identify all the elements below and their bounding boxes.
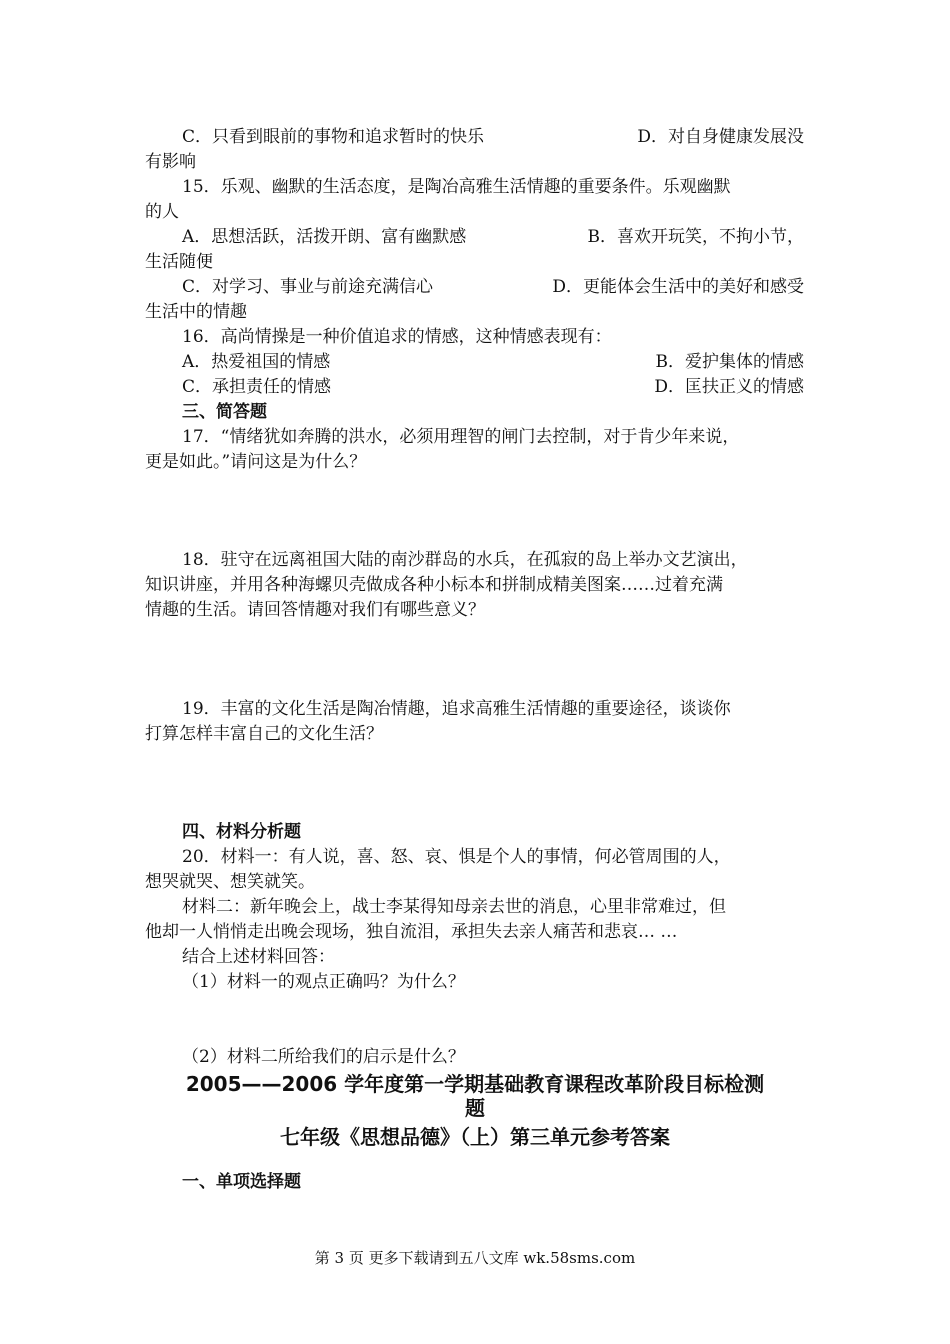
q20-line-5: 结合上述材料回答： xyxy=(182,947,335,967)
answer-heading-line-1: 2005——2006 学年度第一学期基础教育课程改革阶段目标检测 xyxy=(185,1072,765,1096)
q16-option-a: A．热爱祖国的情感 xyxy=(182,352,331,372)
section-3-title: 三、简答题 xyxy=(182,402,267,422)
q19-line-1: 19．丰富的文化生活是陶冶情趣，追求高雅生活情趣的重要途径，谈谈你 xyxy=(182,699,731,719)
q15-option-c: C．对学习、事业与前途充满信心 xyxy=(182,277,434,297)
q15-stem-cont: 的人 xyxy=(145,202,179,222)
q16-option-d: D．匡扶正义的情感 xyxy=(654,377,804,397)
q20-sub-question-1: （1）材料一的观点正确吗？为什么？ xyxy=(182,972,465,992)
answer-heading-line-3: 七年级《思想品德》（上）第三单元参考答案 xyxy=(280,1125,670,1149)
q17-line-2: 更是如此。”请问这是为什么？ xyxy=(145,452,367,472)
q15-option-d-cont: 生活中的情趣 xyxy=(145,302,247,322)
q18-line-1: 18．驻守在远离祖国大陆的南沙群岛的水兵，在孤寂的岛上举办文艺演出， xyxy=(182,550,748,570)
page-footer: 第 3 页 更多下载请到五八文库 wk.58sms.com xyxy=(314,1249,636,1267)
q14-option-c: C．只看到眼前的事物和追求暂时的快乐 xyxy=(182,127,485,147)
section-4-title: 四、材料分析题 xyxy=(182,822,301,842)
q19-line-2: 打算怎样丰富自己的文化生活？ xyxy=(145,724,383,744)
q14-option-d-cont: 有影响 xyxy=(145,152,196,172)
q20-line-3: 材料二：新年晚会上，战士李某得知母亲去世的消息，心里非常难过，但 xyxy=(182,897,726,917)
q16-stem: 16．高尚情操是一种价值追求的情感，这种情感表现有： xyxy=(182,327,612,347)
q18-line-2: 知识讲座，并用各种海螺贝壳做成各种小标本和拼制成精美图案……过着充满 xyxy=(145,575,723,595)
answer-section-1-title: 一、单项选择题 xyxy=(182,1172,301,1192)
q18-line-3: 情趣的生活。请回答情趣对我们有哪些意义？ xyxy=(145,600,485,620)
q16-option-c: C．承担责任的情感 xyxy=(182,377,332,397)
answer-heading-line-2: 题 xyxy=(465,1096,485,1120)
q20-line-4: 他却一人悄悄走出晚会现场，独自流泪，承担失去亲人痛苦和悲哀… … xyxy=(145,922,678,942)
q20-sub-question-2: （2）材料二所给我们的启示是什么？ xyxy=(182,1047,465,1067)
q20-line-2: 想哭就哭、想笑就笑。 xyxy=(145,872,315,892)
q16-option-b: B．爱护集体的情感 xyxy=(655,352,804,372)
q20-line-1: 20．材料一：有人说，喜、怒、哀、惧是个人的事情，何必管周围的人， xyxy=(182,847,731,867)
q17-line-1: 17．“情绪犹如奔腾的洪水，必须用理智的闸门去控制，对于肯少年来说， xyxy=(182,427,740,447)
q14-option-d: D．对自身健康发展没 xyxy=(637,127,804,147)
q15-option-a: A．思想活跃，活拨开朗、富有幽默感 xyxy=(182,227,467,247)
q15-stem: 15．乐观、幽默的生活态度，是陶冶高雅生活情趣的重要条件。乐观幽默 xyxy=(182,177,731,197)
q15-option-b: B．喜欢开玩笑，不拘小节， xyxy=(587,227,804,247)
q15-option-b-cont: 生活随便 xyxy=(145,252,213,272)
q15-option-d: D．更能体会生活中的美好和感受 xyxy=(552,277,804,297)
